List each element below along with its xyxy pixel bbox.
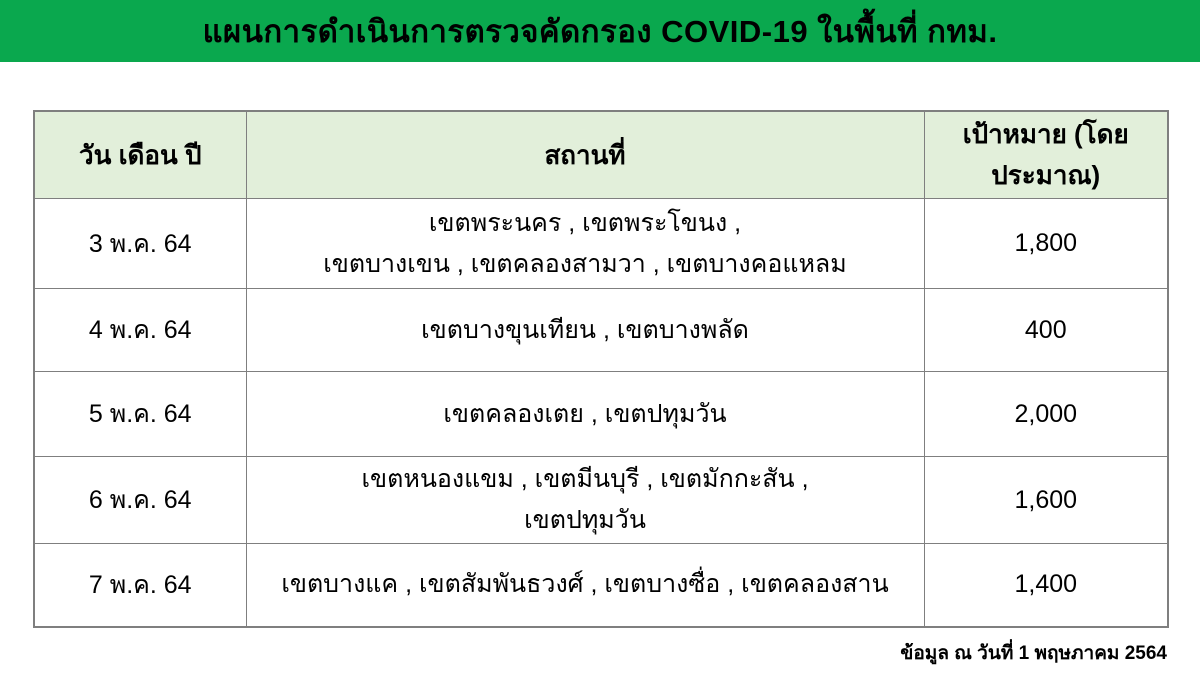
place-line: เขตบางเขน , เขตคลองสามวา , เขตบางคอแหลม (323, 249, 847, 278)
cell-date: 6 พ.ค. 64 (34, 457, 246, 544)
column-header-target: เป้าหมาย (โดยประมาณ) (924, 111, 1168, 199)
place-line: เขตหนองแขม , เขตมีนบุรี , เขตมักกะสัน , (361, 465, 809, 493)
screening-schedule-table (33, 110, 1169, 628)
column-header-date: วัน เดือน ปี (34, 111, 246, 199)
place-line: เขตปทุมวัน (524, 506, 646, 534)
table-row (34, 199, 1168, 289)
table-row (34, 457, 1168, 544)
title-banner (0, 0, 1200, 62)
cell-date: 3 พ.ค. 64 (34, 199, 246, 289)
cell-target: 2,000 (924, 372, 1168, 457)
cell-date: 7 พ.ค. 64 (34, 544, 246, 627)
cell-places (246, 544, 924, 627)
page-title: แผนการดำเนินการตรวจคัดกรอง COVID-19 ในพื้นที่ กทม. (202, 14, 998, 49)
cell-target: 400 (924, 289, 1168, 372)
table-row (34, 544, 1168, 627)
column-header-location: สถานที่ (246, 111, 924, 199)
table-row (34, 372, 1168, 457)
cell-places (246, 289, 924, 372)
cell-target: 1,400 (924, 544, 1168, 627)
cell-places (246, 199, 924, 289)
cell-date: 4 พ.ค. 64 (34, 289, 246, 372)
cell-places (246, 372, 924, 457)
place-line: เขตบางแค , เขตสัมพันธวงศ์ , เขตบางซื่อ , เขตคลองสาน (281, 570, 889, 599)
table-header-row (34, 111, 1168, 199)
cell-places (246, 457, 924, 544)
place-line: เขตคลองเตย , เขตปทุมวัน (443, 399, 727, 428)
data-as-of-note: ข้อมูล ณ วันที่ 1 พฤษภาคม 2564 (900, 643, 1167, 664)
cell-date: 5 พ.ค. 64 (34, 372, 246, 457)
table-row (34, 289, 1168, 372)
cell-target: 1,600 (924, 457, 1168, 544)
place-line: เขตพระนคร , เขตพระโขนง , (428, 208, 742, 237)
place-line: เขตบางขุนเทียน , เขตบางพลัด (421, 315, 749, 344)
cell-target: 1,800 (924, 199, 1168, 289)
